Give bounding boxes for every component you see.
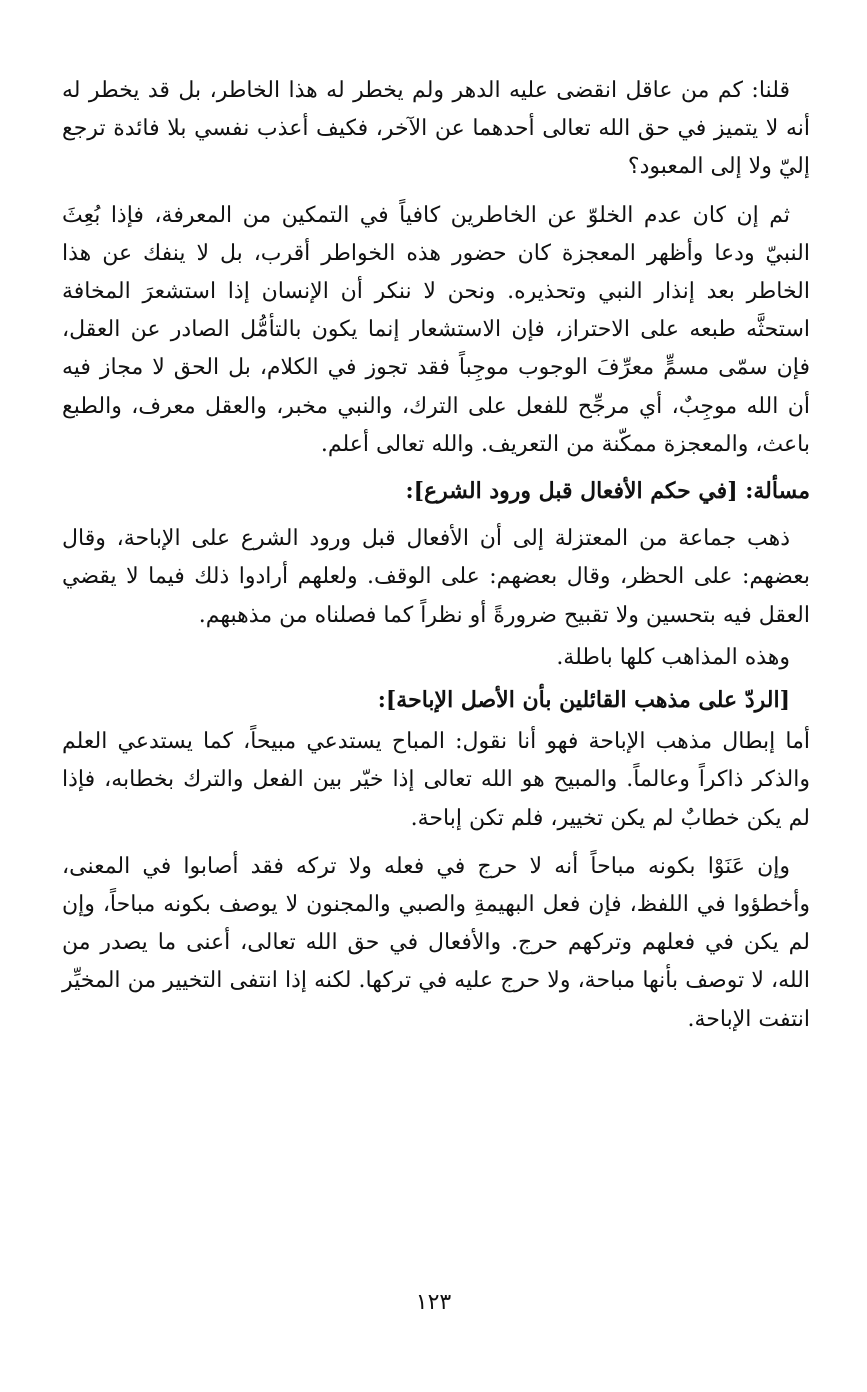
paragraph-2: ثم إن كان عدم الخلوّ عن الخاطرين كافياً في التمكين من المعرفة، فإذا بُعِثَ النبيّ ودعا وأظهر المعجزة كان حضور هذه الخواطر أقرب، بل لا ينفك عن هذا الخاطر بعد إنذار النبي وتحذيره. ونحن لا ننكر أن الإنسان إذا استشعرَ المخافة استحثَّه طبعه على الاحتراز، فإن الاستشعار إنما يكون بالتأمُّل الصادر عن العقل، فإن سمّى مسمٍّ معرِّفَ الوجوب موجِباً فقد تجوز في الكلام، بل الحق لا مجاز فيه أن الله موجِبٌ، أي مرجِّح للفعل على الترك، والنبي مخبر، والعقل معرف، والطبع باعث، والمعجزة ممكّنة من التعريف. والله تعالى أعلم. bbox=[62, 202, 810, 457]
paragraph-3: ذهب جماعة من المعتزلة إلى أن الأفعال قبل ورود الشرع على الإباحة، وقال بعضهم: على الحظر، وقال بعضهم: على الوقف. ولعلهم أرادوا ذلك فيما لا يقضي العقل فيه بتحسين ولا تقبيح ضرورةً أو نظراً كما فصلناه من مذهبهم. bbox=[62, 526, 810, 628]
paragraph-5: أما إبطال مذهب الإباحة فهو أنا نقول: المباح يستدعي مبيحاً، كما يستدعي العلم والذكر ذاكراً وعالماً. والمبيح هو الله تعالى إذا خيّر بين الفعل والترك بخطابه، فإذا لم يكن خطابٌ لم يكن تخيير، فلم تكن إباحة. bbox=[62, 729, 810, 831]
section-heading-2: [الردّ على مذهب القائلين بأن الأصل الإباحة]: bbox=[377, 687, 790, 714]
page-number: ١٢٣ bbox=[415, 1290, 452, 1315]
paragraph-6: وإن عَنَوْا بكونه مباحاً أنه لا حرج في فعله ولا تركه فقد أصابوا في المعنى، وأخطؤوا في اللفظ، فإن فعل البهيمةِ والصبي والمجنون لا يوصف بكونه مباحاً، وإن لم يكن في فعلهم وتركهم حرج. والأفعال في حق الله تعالى، أعنى ما يصدر من الله، لا توصف بأنها مباحة، ولا حرج عليه في تركها. لكنه إذا انتفى التخيير من المخيِّر انتفت الإباحة. bbox=[62, 853, 811, 1032]
paragraph-1: قلنا: كم من عاقل انقضى عليه الدهر ولم يخطر له هذا الخاطر، بل قد يخطر له أنه لا يتميز في حق الله تعالى أحدهما عن الآخر، فكيف أعذب نفسي بلا فائدة ترجع إليّ ولا إلى المعبود؟ bbox=[62, 78, 810, 180]
section-heading-1: مسألة: [في حكم الأفعال قبل ورود الشرع]: bbox=[405, 478, 810, 505]
page-body bbox=[62, 72, 810, 1039]
paragraph-4: وهذه المذاهب كلها باطلة. bbox=[556, 644, 790, 670]
